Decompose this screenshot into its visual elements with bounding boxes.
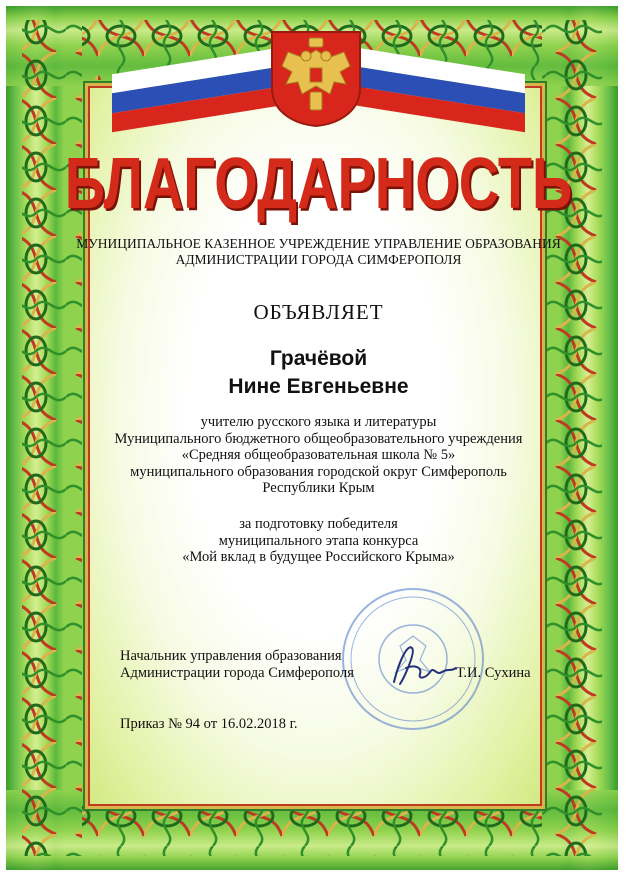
position-line: муниципального образования городской округ Симферополь (130, 463, 507, 480)
reason-line: «Мой вклад в будущее Российского Крыма» (182, 549, 455, 565)
russian-coat-of-arms-icon (268, 28, 364, 128)
handwritten-signature (386, 638, 460, 690)
recipient-position (0, 414, 637, 497)
recipient-name (0, 345, 637, 401)
certificate-title: БЛАГОДАРНОСТЬ (64, 141, 573, 224)
signatory-title (120, 648, 354, 682)
position-line: Республики Крым (262, 480, 375, 496)
position-line: «Средняя общеобразовательная школа № 5» (181, 447, 456, 463)
issuer-line: АДМИНИСТРАЦИИ ГОРОДА СИМФЕРОПОЛЯ (175, 252, 462, 267)
award-reason (0, 516, 637, 566)
signatory-title-line: Начальник управления образования (120, 648, 342, 664)
order-reference: Приказ № 94 от 16.02.2018 г. (120, 716, 298, 732)
position-line: Муниципального бюджетного общеобразовательного учреждения (114, 430, 523, 447)
issuer-organization (0, 236, 637, 268)
signatory-name: Т.И. Сухина (456, 665, 531, 681)
issuer-line: МУНИЦИПАЛЬНОЕ КАЗЕННОЕ УЧРЕЖДЕНИЕ УПРАВЛЕНИЕ ОБРАЗОВАНИЯ (76, 236, 561, 251)
recipient-surname: Грачёвой (269, 347, 368, 370)
signatory-title-line: Администрации города Симферополя (120, 665, 354, 681)
recipient-given-names: Нине Евгеньевне (228, 375, 409, 398)
reason-line: муниципального этапа конкурса (218, 532, 419, 549)
reason-line: за подготовку победителя (239, 516, 398, 532)
position-line: учителю русского языка и литературы (200, 414, 437, 430)
announces-heading: ОБЪЯВЛЯЕТ (253, 300, 384, 324)
